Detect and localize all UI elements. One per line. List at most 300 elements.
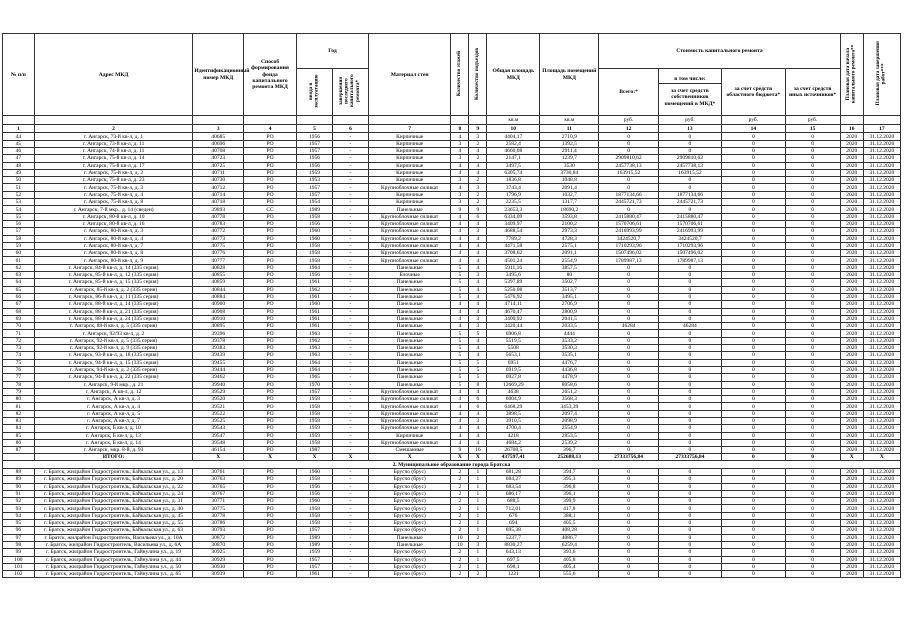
table-cell: - [332,308,368,315]
table-cell: 3530 [540,162,599,169]
table-cell: 1710293,96 [599,242,658,249]
table-cell: 395,3 [540,476,599,483]
table-cell: 31.12.2020 [863,140,900,147]
table-cell: 10 [487,125,540,133]
table-cell: 1 [469,468,487,475]
table-cell: X [244,454,297,461]
table-cell: 0 [658,505,721,512]
table-cell: 0 [722,323,785,330]
table-cell: 0 [599,177,658,184]
table-cell: - [332,381,368,388]
table-cell: 39547 [193,432,244,439]
table-cell: Крупноблочные силикат [368,213,451,220]
table-cell: 30930 [193,563,244,570]
table-cell: 694 [487,520,540,527]
table-cell: 1960 [297,468,333,475]
table-cell: 0 [785,308,840,315]
table-cell: 39455 [193,359,244,366]
table-row [3,264,901,271]
table-cell: 3708,62 [487,250,540,257]
table-cell: 17 [863,125,900,133]
table-cell: 0 [722,468,785,475]
table-cell: 0 [599,206,658,213]
table-cell: 39383 [193,345,244,352]
table-cell: 40775 [193,242,244,249]
table-cell: 2020 [840,447,863,454]
table-cell: 0 [785,330,840,337]
table-cell: Крупноблочные силикат [368,410,451,417]
table-cell: 1961 [297,308,333,315]
table-cell: 0 [785,417,840,424]
table-cell: 5519,5 [487,337,540,344]
table-cell: 2020 [840,498,863,505]
table-cell: 1836,8 [487,177,540,184]
table-cell: 0 [658,556,721,563]
table-cell: 31.12.2020 [863,403,900,410]
table-cell: 6259,4 [540,541,599,548]
table-cell: 3 [193,125,244,133]
table-cell: - [332,323,368,330]
table-cell: г. Ангарск, 88-й кв-л, д. 5 (335 серия) [34,323,193,330]
table-cell: 698,1 [487,563,540,570]
table-cell: 0 [658,293,721,300]
table-cell: 31.12.2020 [863,293,900,300]
table-cell: 2020 [840,272,863,279]
table-cell: 0 [722,490,785,497]
table-cell: 3 [469,315,487,322]
table-cell: 0 [599,425,658,432]
table-cell: Панельные [368,374,451,381]
table-cell: 55 [3,213,35,220]
table-cell: 0 [785,396,840,403]
table-cell: 40844 [193,286,244,293]
table-cell: 1956 [297,483,333,490]
table-cell: 2097,4 [540,410,599,417]
table-cell: 4 [451,403,469,410]
table-cell: - [332,337,368,344]
table-cell: 0 [658,410,721,417]
header-cost: Стоимость капитального ремонта [599,34,840,69]
table-cell: 31.12.2020 [863,169,900,176]
table-cell: 2 [469,191,487,198]
table-cell: 64 [3,279,35,286]
table-cell: 0 [599,337,658,344]
table-cell: 0 [599,505,658,512]
table-cell: 0 [785,527,840,534]
table-cell: 46154 [193,447,244,454]
table-cell: Панельные [368,534,451,541]
table-cell: 1239,7 [540,155,599,162]
table-cell: 31.12.2020 [863,257,900,264]
table-cell: РО [244,228,297,235]
table-cell: 0 [599,403,658,410]
header-entrances: Количество подъездов [469,34,487,116]
table-cell: 4 [469,337,487,344]
table-cell: 0 [599,549,658,556]
table-cell: 0 [722,381,785,388]
table-cell: 0 [722,366,785,373]
table-row [3,410,901,417]
table-cell: 0 [722,512,785,519]
table-cell: 9 [469,206,487,213]
table-cell: 4478,9 [540,374,599,381]
header-cost-incl: в том числе: [659,76,721,83]
table-cell: - [332,359,368,366]
table-cell: X [840,454,863,461]
table-cell: 0 [722,162,785,169]
table-cell: 0 [599,330,658,337]
table-cell: 0 [722,257,785,264]
table-row [3,541,901,548]
table-cell: 4714,11 [487,301,540,308]
table-cell: - [332,257,368,264]
table-cell: РО [244,505,297,512]
table-cell: г. Ангарск, 80-й кв-л, д. 7 [34,242,193,249]
table-cell: 0 [599,556,658,563]
table-cell: РО [244,374,297,381]
table-cell: 1960 [297,301,333,308]
table-cell: 0 [722,425,785,432]
table-cell: 1956 [297,133,333,140]
table-cell: 66 [3,293,35,300]
table-cell: РО [244,162,297,169]
table-row [3,286,901,293]
table-cell: 0 [722,315,785,322]
header-method: Способ формирования фонда капитального ремонта МКД [244,34,297,116]
table-cell: 0 [722,571,785,578]
table-cell: 2020 [840,308,863,315]
table-cell: 4476,7 [540,359,599,366]
table-cell: 4 [451,250,469,257]
table-cell: 1989 [297,541,333,548]
table-cell: г. Ангарск, А кв-л, д. 5 [34,410,193,417]
table-cell: 23653,3 [487,206,540,213]
table-cell: 1957 [297,388,333,395]
table-cell: 31.12.2020 [863,199,900,206]
table-cell: - [332,286,368,293]
table-cell: г. Ангарск, 75-й кв-л, д. 8 [34,199,193,206]
table-cell: 0 [658,345,721,352]
table-cell: 39543 [193,425,244,432]
table-cell: РО [244,191,297,198]
table-cell: 31.12.2020 [863,191,900,198]
table-cell: 3857,5 [540,264,599,271]
table-cell: 0 [658,177,721,184]
table-cell: 1958 [297,439,333,446]
table-cell: Брусчо (брус) [368,571,451,578]
table-cell: 4 [451,184,469,191]
table-cell: 2020 [840,359,863,366]
table-cell: 5 [451,272,469,279]
table-cell: X [193,454,244,461]
table-cell: 3593,8 [540,213,599,220]
table-cell: 0 [785,541,840,548]
table-cell: РО [244,140,297,147]
table-row [3,293,901,300]
table-cell: Панельные [368,301,451,308]
table-cell: Крупноблочные силикат [368,257,451,264]
table-cell: 39940 [193,381,244,388]
table-cell: 31.12.2020 [863,228,900,235]
table-cell: 31.12.2020 [863,447,900,454]
table-cell: 0 [722,374,785,381]
table-cell: 39521 [193,403,244,410]
table-cell: РО [244,148,297,155]
table-cell: 3409,97 [487,220,540,227]
table-cell: Крупноблочные силикат [368,220,451,227]
table-cell: 2020 [840,352,863,359]
table-cell: 0 [785,213,840,220]
table-cell: 2020 [840,286,863,293]
table-cell: 2020 [840,279,863,286]
table-cell: 27333756,84 [658,454,721,461]
table-cell: РО [244,257,297,264]
table-cell: Крупноблочные силикат [368,228,451,235]
table-cell: 1964 [297,359,333,366]
table-cell: 9 [451,447,469,454]
table-cell: г. Братск, жилрайон Гидростроитель, Байкальская ул., д. 22 [34,483,193,490]
table-cell: 2 [451,527,469,534]
table-cell: 4 [469,439,487,446]
table-cell: 0 [785,199,840,206]
table-cell: - [332,155,368,162]
table-cell: 31.12.2020 [863,374,900,381]
table-cell: РО [244,527,297,534]
table-cell: - [332,410,368,417]
table-cell: Панельные [368,352,451,359]
table-cell: г. Ангарск, А кв-л, д. 4 [34,403,193,410]
table-cell: 0 [599,468,658,475]
table-cell: Панельные [368,359,451,366]
table-cell: 0 [785,563,840,570]
table-cell: 1570706,61 [658,220,721,227]
table-cell: - [332,505,368,512]
table-cell: - [332,483,368,490]
table-cell: 40884 [193,293,244,300]
table-cell: 1958 [297,213,333,220]
table-cell: 0 [722,301,785,308]
table-cell: 0 [658,272,721,279]
table-cell: 30771 [193,498,244,505]
table-cell: 3 [451,155,469,162]
table-cell: 0 [658,133,721,140]
table-row [3,199,901,206]
table-cell: РО [244,264,297,271]
table-cell: Панельные [368,293,451,300]
table-cell: СС [244,206,297,213]
table-row [3,527,901,534]
table-cell: Крупноблочные силикат [368,184,451,191]
table-cell: 4 [469,148,487,155]
table-cell: 1961 [297,315,333,322]
table-cell: г. Ангарск, 75-й кв-л, д. 4 [34,191,193,198]
table-cell: РО [244,323,297,330]
table-cell: 2415880,47 [658,213,721,220]
table-cell: 4 [244,125,297,133]
table-cell: 0 [722,155,785,162]
table-cell: г. Ангарск, 80-й кв-л, д. 10 [34,213,193,220]
table-cell: г. Братск, жилрайон Гидростроитель, Байкальская ул., д. 31 [34,498,193,505]
table-cell: 0 [785,169,840,176]
table-cell: 1956 [297,162,333,169]
table-row [3,388,901,395]
table-cell: - [332,549,368,556]
table-cell: 2651,2 [540,388,599,395]
table-cell: 31.12.2020 [863,177,900,184]
table-cell: 0 [658,425,721,432]
table-cell: 0 [785,337,840,344]
table-cell: Брусчо (брус) [368,498,451,505]
table-cell: 4 [451,148,469,155]
table-cell: 1958 [297,403,333,410]
table-cell: 5 [451,337,469,344]
table-cell: 2020 [840,330,863,337]
table-cell: 0 [722,403,785,410]
table-cell: Панельные [368,315,451,322]
table-cell: 0 [722,250,785,257]
table-cell: 0 [785,556,840,563]
table-cell: 39893 [193,206,244,213]
table-cell: 2582,4 [487,140,540,147]
table-cell: 82 [3,410,35,417]
table-cell: - [332,432,368,439]
table-cell: 1957 [297,148,333,155]
table-cell: 405,8 [540,556,599,563]
table-cell: 40712 [193,184,244,191]
table-cell: 2 [451,549,469,556]
table-cell: 5397,89 [487,279,540,286]
table-cell: 5237,7 [487,534,540,541]
table-row [3,556,901,563]
table-cell: 30939 [193,571,244,578]
table-cell: 4 [451,235,469,242]
table-cell: 31.12.2020 [863,337,900,344]
table-cell: г. Ангарск, 86-й кв-л, д. 11 (335 серия) [34,293,193,300]
table-cell: 31.12.2020 [863,162,900,169]
table-cell: 1958 [297,476,333,483]
table-cell: 31.12.2020 [863,483,900,490]
table-row [3,213,901,220]
table-cell: 1956 [297,155,333,162]
table-cell: 0 [599,396,658,403]
table-body [3,125,901,578]
table-cell: 74 [3,352,35,359]
header-cost-total: Всего:* [599,69,658,116]
table-cell: РО [244,169,297,176]
table-cell: 67 [3,301,35,308]
table-cell: 5 [451,330,469,337]
table-cell: 3 [451,199,469,206]
table-cell: г. Ангарск, А кв-л, д. 7 [34,417,193,424]
table-cell: 76 [3,366,35,373]
table-cell: 0 [658,534,721,541]
table-cell: 0 [658,279,721,286]
table-cell: 3535,1 [540,352,599,359]
table-cell: 0 [599,352,658,359]
table-cell: 0 [785,301,840,308]
table-cell: 0 [785,381,840,388]
table-cell: 39548 [193,439,244,446]
table-cell: 1877134,66 [658,191,721,198]
table-cell: 0 [658,483,721,490]
table-cell: РО [244,199,297,206]
table-cell: 4 [451,315,469,322]
table-cell: 1957 [297,191,333,198]
table-cell: 31.12.2020 [863,549,900,556]
table-cell: 11 [540,125,599,133]
table-cell: 31.12.2020 [863,410,900,417]
table-cell: 5 [451,381,469,388]
table-cell: - [332,148,368,155]
table-cell: - [332,279,368,286]
table-cell: 0 [785,315,840,322]
table-cell: 0 [658,403,721,410]
table-cell: РО [244,388,297,395]
table-cell: - [332,345,368,352]
table-cell: 49 [3,169,35,176]
table-cell: г. Ангарск, 85-й кв-л, д. 2 (335 серия) [34,286,193,293]
table-cell: - [332,140,368,147]
table-cell: 0 [599,476,658,483]
table-cell: 0 [785,293,840,300]
table-cell: 0 [658,447,721,454]
table-cell: - [332,366,368,373]
header-premises-area: Площадь помещений МКД [540,34,599,116]
header-cost-owners: в том числе: за счет средств собственников помещений в МКД* [658,69,721,116]
table-cell: 92 [3,498,35,505]
table-cell: г. Ангарск, 93-й кв-л, д. 18 (335 серия) [34,352,193,359]
table-cell: 2041,5 [540,315,599,322]
table-cell: 5 [469,366,487,373]
table-row [3,534,901,541]
table-cell: 40718 [193,199,244,206]
table-cell: 417,8 [540,505,599,512]
table-cell: 1796,9 [487,191,540,198]
table-row [3,432,901,439]
table-cell: 0 [785,366,840,373]
table-row [3,403,901,410]
table-cell: 4700,4 [487,425,540,432]
table-cell: - [332,250,368,257]
table-cell: - [332,235,368,242]
table-row [3,162,901,169]
table-cell: РО [244,534,297,541]
table-cell: 4 [451,323,469,330]
table-cell: 2 [469,571,487,578]
table-cell: 0 [599,308,658,315]
table-cell: 5476,92 [487,293,540,300]
table-cell: 2 [469,155,487,162]
table-cell: 0 [722,410,785,417]
table-cell: 79 [3,388,35,395]
table-row [3,447,901,454]
table-cell: 31.12.2020 [863,323,900,330]
table-cell: РО [244,549,297,556]
table-cell: 4684,2 [487,439,540,446]
table-cell: 102 [3,571,35,578]
section-title: 2. Муниципальное образование города Братска [3,461,901,469]
header-plan-start: Плановая дата начала капитального ремонта** [840,34,863,116]
table-cell: 0 [599,133,658,140]
table-cell: 80 [540,272,599,279]
table-cell: 0 [722,213,785,220]
table-cell: 5 [451,264,469,271]
table-cell: 0 [658,388,721,395]
table-cell: 0 [658,264,721,271]
table-cell: 9 [469,125,487,133]
table-cell: 31.12.2020 [863,148,900,155]
table-cell: 0 [599,432,658,439]
